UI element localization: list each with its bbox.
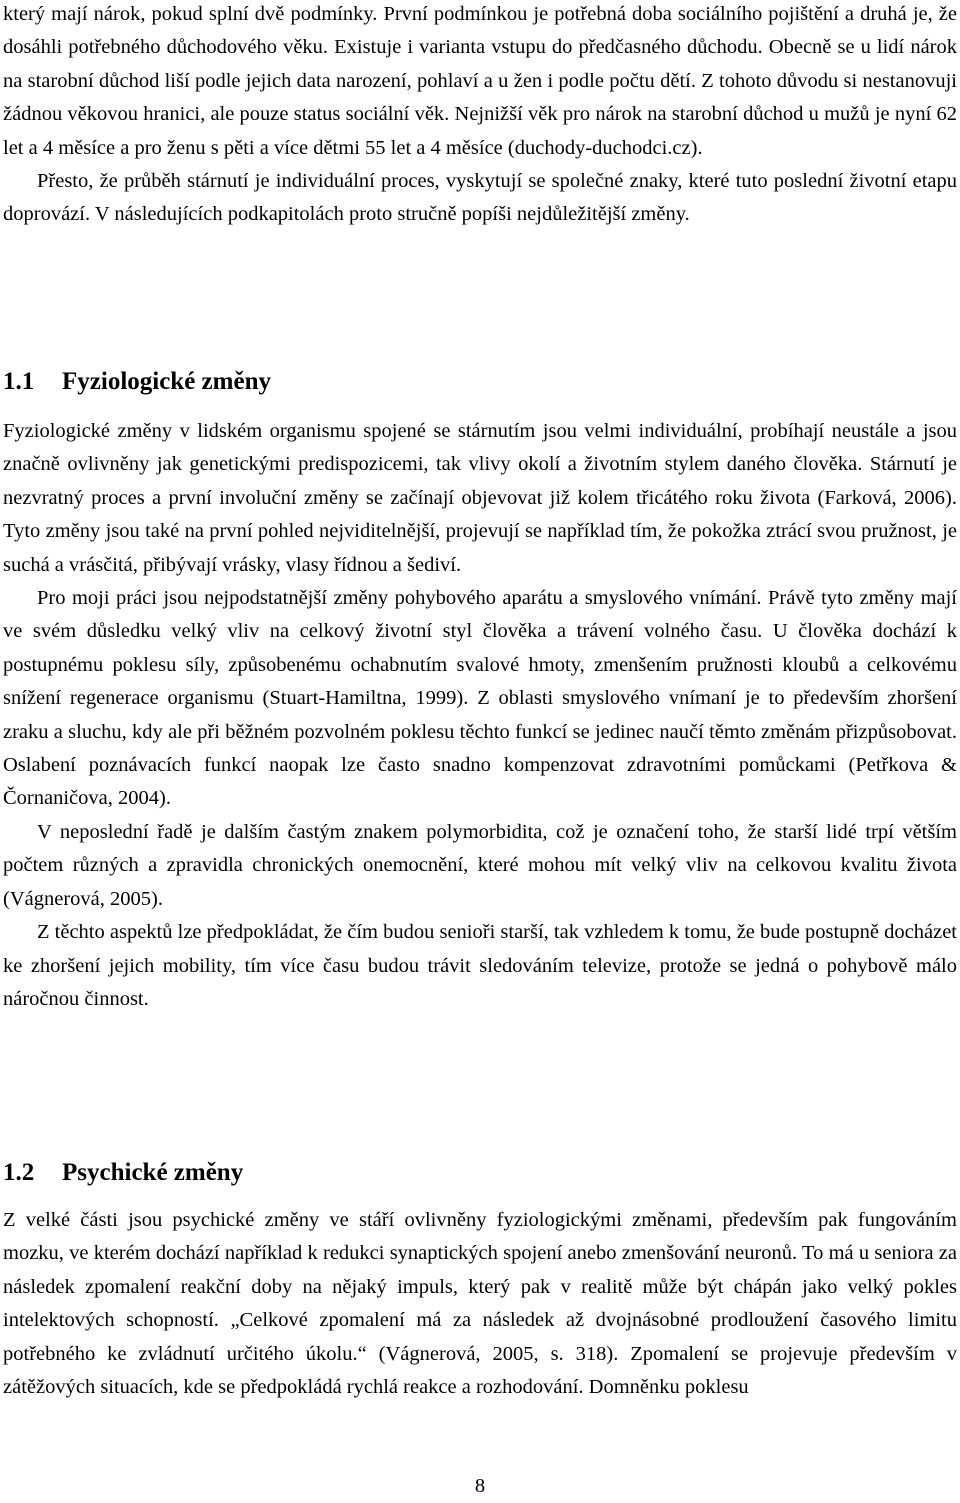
section-heading-1-2 bbox=[3, 1158, 243, 1188]
section-title: Fyziologické změny bbox=[62, 368, 271, 395]
paragraph: Pro moji práci jsou nejpodstatnější změny pohybového aparátu a smyslového vnímání. Právě tyto změny mají ve svém důsledku velký vliv na celkový životní styl člověka a trávení volného času. U člověka dochází k postupnému poklesu síly, způsobenému ochabnutím svalové hmoty, zmenšením pružnosti kloubů a celkovému snížení regenerace organismu (Stuart-Hamiltna, 1999). Z oblasti smyslového vnímaní je to především zhoršení zraku a sluchu, kdy ale při běžném pozvolném poklesu těchto funkcí se jedinec naučí těmto změnám přizpůsobovat. Oslabení poznávacích funkcí naopak lze často snadno kompenzovat zdravotními pomůckami (Petřkova & Čornaničova, 2004). bbox=[3, 587, 957, 810]
section-title: Psychické změny bbox=[62, 1159, 244, 1186]
intro-text bbox=[3, 0, 957, 232]
paragraph: který mají nárok, pokud splní dvě podmínky. První podmínkou je potřebná doba sociálního pojištění a druhá je, že dosáhli potřebného důchodového věku. Existuje i varianta vstupu do předčasného důchodu. Obecně se u lidí nárok na starobní důchod liší podle jejich data narození, pohlaví a u žen i podle počtu dětí. Z tohoto důvodu si nestanovuji žádnou věkovou hranici, ale pouze status sociální věk. Nejnižší věk pro nárok na starobní důchod u mužů je nyní 62 let a 4 měsíce a pro ženu s pěti a více dětmi 55 let a 4 měsíce (duchody-duchodci.cz). bbox=[3, 3, 957, 159]
paragraph: Z velké části jsou psychické změny ve stáří ovlivněny fyziologickými změnami, především pak fungováním mozku, ve kterém dochází například k redukci synaptických spojení anebo zmenšování neuronů. To má u seniora za následek zpomalení reakční doby na nějaký impuls, který pak v realitě může být chápán jako velký pokles intelektových schopností. „Celkové zpomalení má za následek až dvojnásobné prodloužení časového limitu potřebného ke zvládnutí určitého úkolu.“ (Vágnerová, 2005, s. 318). Zpomalení se projevuje především v zátěžových situacích, kde se předpokládá rychlá reakce a rozhodování. Domněnku poklesu bbox=[3, 1209, 957, 1399]
paragraph: V neposlední řadě je dalším častým znakem polymorbidita, což je označení toho, že starší lidé trpí větším počtem různých a zpravidla chronických onemocnění, které mohou mít velký vliv na celkovou kvalitu života (Vágnerová, 2005). bbox=[3, 820, 957, 910]
page-number: 8 bbox=[474, 1475, 486, 1497]
paragraph: Přesto, že průběh stárnutí je individuální proces, vyskytují se společné znaky, které tuto poslední životní etapu doprovází. V následujících podkapitolách proto stručně popíši nejdůležitější změny. bbox=[3, 170, 957, 226]
section-1-1-text bbox=[3, 415, 957, 1016]
section-number: 1.2 bbox=[3, 1159, 35, 1186]
paragraph: Z těchto aspektů lze předpokládat, že čím budou senioři starší, tak vzhledem k tomu, že bude postupně docházet ke zhoršení jejich mobility, tím více času budou trávit sledováním televize, protože se jedná o pohybově málo náročnou činnost. bbox=[3, 921, 957, 1010]
paragraph: Fyziologické změny v lidském organismu spojené se stárnutím jsou velmi individuální, probíhají neustále a jsou značně ovlivněny jak genetickými predispozicemi, tak vlivy okolí a životním stylem daného člověka. Stárnutí je nezvratný proces a první involuční změny se začínají objevovat již kolem třicátého roku života (Farková, 2006). Tyto změny jsou také na první pohled nejviditelnější, projevují se například tím, že pokožka ztrácí svou pružnost, je suchá a vrásčitá, přibývají vrásky, vlasy řídnou a šediví. bbox=[3, 420, 957, 576]
section-heading-1-1 bbox=[3, 367, 271, 397]
section-number: 1.1 bbox=[3, 368, 35, 395]
section-1-2-text bbox=[3, 1204, 957, 1404]
